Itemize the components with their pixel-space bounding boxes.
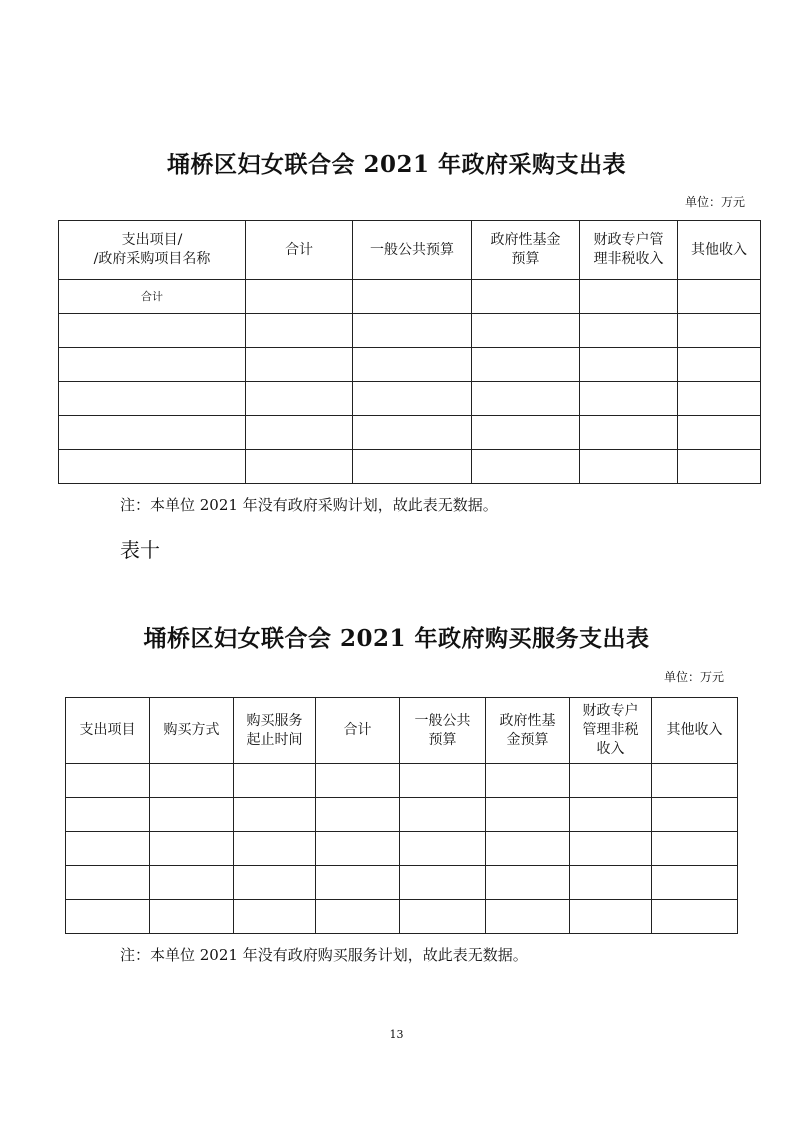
header-cell: 一般公共预算 (353, 221, 472, 280)
header-cell: 政府性基 金预算 (486, 698, 570, 764)
header-cell: 财政专户 管理非税 收入 (570, 698, 652, 764)
header-cell: 一般公共 预算 (400, 698, 486, 764)
table-row (59, 280, 761, 314)
table-row (59, 348, 761, 382)
header-cell: 支出项目 (66, 698, 150, 764)
table-row (66, 764, 738, 798)
table-row (66, 900, 738, 934)
table-row (66, 832, 738, 866)
government-service-purchase-table (65, 697, 738, 934)
table-row (59, 450, 761, 484)
header-cell: 政府性基金 预算 (472, 221, 580, 280)
header-cell: 其他收入 (678, 221, 761, 280)
table1-title: 埇桥区妇女联合会 2021 年政府采购支出表 (166, 151, 627, 178)
table-row (59, 416, 761, 450)
section-label: 表十 (120, 538, 160, 562)
table-row (66, 798, 738, 832)
table1-note: 注：本单位 2021 年没有政府采购计划，故此表无数据。 (120, 496, 498, 514)
table-row (59, 382, 761, 416)
total-row-label: 合计 (59, 280, 246, 314)
header-cell: 合计 (246, 221, 353, 280)
table2-note: 注：本单位 2021 年没有政府购买服务计划，故此表无数据。 (120, 946, 528, 964)
table2-title: 埇桥区妇女联合会 2021 年政府购买服务支出表 (143, 625, 650, 652)
header-cell: 合计 (316, 698, 400, 764)
header-cell: 购买方式 (150, 698, 234, 764)
table2-header-row (66, 698, 738, 764)
header-cell: 其他收入 (652, 698, 738, 764)
table1-unit: 单位：万元 (685, 195, 746, 209)
header-cell: 购买服务 起止时间 (234, 698, 316, 764)
table1-header-row (59, 221, 761, 280)
government-procurement-table (58, 220, 761, 484)
header-cell: 支出项目/ /政府采购项目名称 (59, 221, 246, 280)
table-row (59, 314, 761, 348)
table2-unit: 单位：万元 (664, 670, 725, 684)
table-row (66, 866, 738, 900)
header-cell: 财政专户管 理非税收入 (580, 221, 678, 280)
page-number: 13 (389, 1028, 404, 1041)
